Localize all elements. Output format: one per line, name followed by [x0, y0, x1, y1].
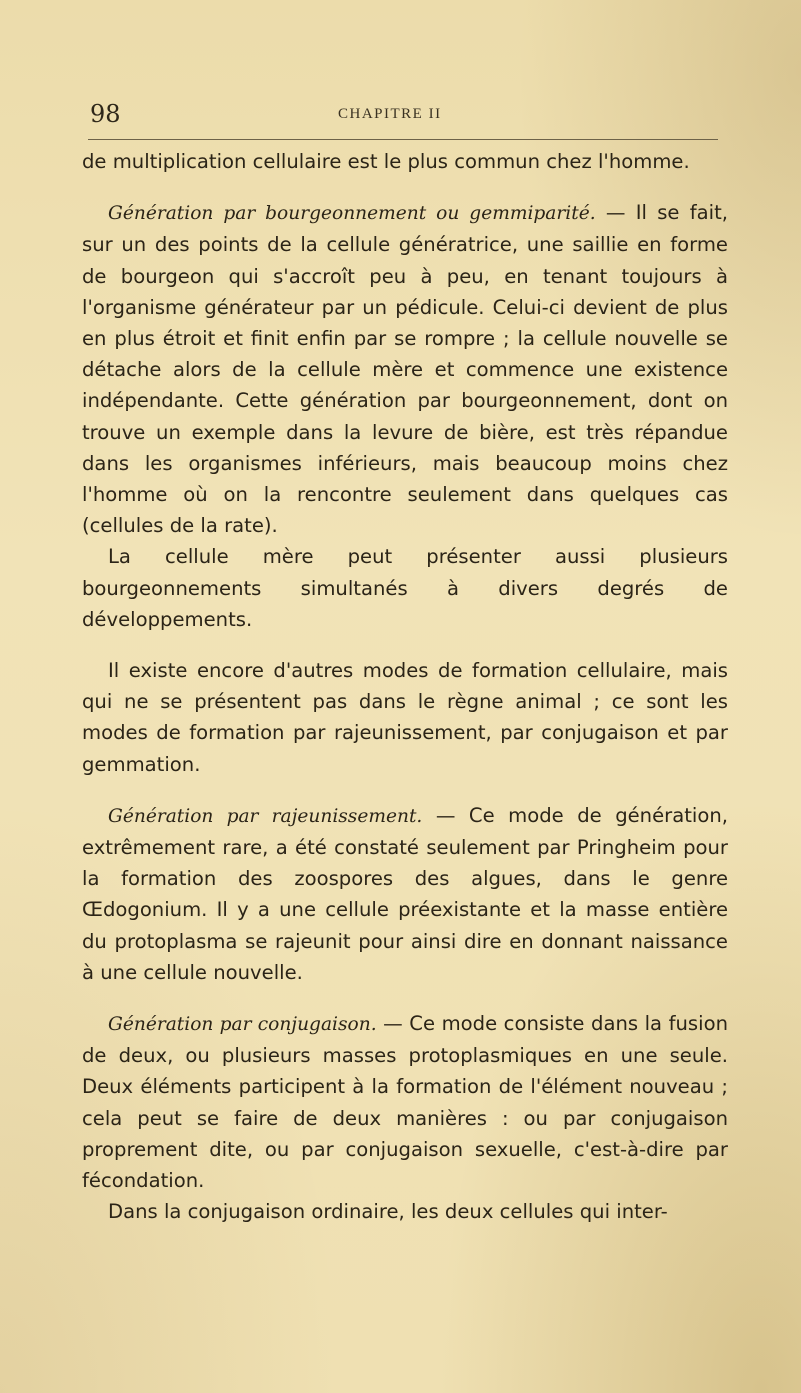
section-title: Génération par bourgeonnement ou gemmiparité.	[108, 203, 596, 225]
paragraph-body: — Ce mode de génération, extrêmement rare, a été constaté seulement par Pringheim pour la formation des zoospores des algues, dans le genre Œdogonium. Il y a une cellule préexistante et la masse entière du protoplasma se rajeunit pour ainsi dire en donnant naissance à une cellule nouvelle.	[82, 803, 728, 984]
paragraph-body: Il existe encore d'autres modes de formation cellulaire, mais qui ne se présentent pas dans le règne animal ; ce sont les modes de formation par rajeunissement, par conjugaison et par gemmation.	[82, 659, 728, 776]
paragraph-rajeunissement	[82, 800, 728, 988]
paragraph-conjugaison	[82, 1008, 728, 1196]
paragraph-body: — Il se fait, sur un des points de la cellule génératrice, une saillie en forme de bourgeon qui s'accroît peu à peu, en tenant toujours à l'organisme générateur par un pédicule. Celui-ci devient de plus en plus étroit et finit enfin par se rompre ; la cellule nouvelle se détache alors de la cellule mère et commence une existence indépendante. Cette génération par bourgeonnement, dont on trouve un exemple dans la levure de bière, est très répandue dans les organismes inférieurs, mais beaucoup moins chez l'homme où on la rencontre seulement dans quelques cas (cellules de la rate).	[82, 201, 728, 538]
paragraph-continuation	[82, 146, 728, 177]
paragraph-body: Dans la conjugaison ordinaire, les deux cellules qui inter-	[108, 1200, 668, 1224]
paragraph-bourgeonnements-multiples	[82, 541, 728, 635]
body-text	[82, 146, 728, 1228]
paragraph-autres-modes	[82, 655, 728, 780]
paragraph-body: — Ce mode consiste dans la fusion de deux, ou plusieurs masses protoplasmiques en une seule. Deux éléments participent à la formation de l'élément nouveau ; cela peut se faire de deux manières : ou par conjugaison proprement dite, ou par conjugaison sexuelle, c'est-à-dire par fécondation.	[82, 1012, 728, 1193]
section-title: Génération par rajeunissement.	[108, 805, 423, 827]
paragraph-bourgeonnement	[82, 197, 728, 541]
paragraph-body: de multiplication cellulaire est le plus commun chez l'homme.	[82, 150, 690, 173]
page-number: 98	[90, 100, 121, 128]
paragraph-body: La cellule mère peut présenter aussi plusieurs bourgeonnements simultanés à divers degrés de développements.	[82, 545, 728, 631]
paragraph-conjugaison-ordinaire	[82, 1196, 728, 1227]
section-title: Génération par conjugaison.	[108, 1014, 377, 1036]
page-header	[90, 100, 710, 140]
header-rule	[88, 139, 718, 140]
running-title: CHAPITRE II	[338, 106, 442, 122]
